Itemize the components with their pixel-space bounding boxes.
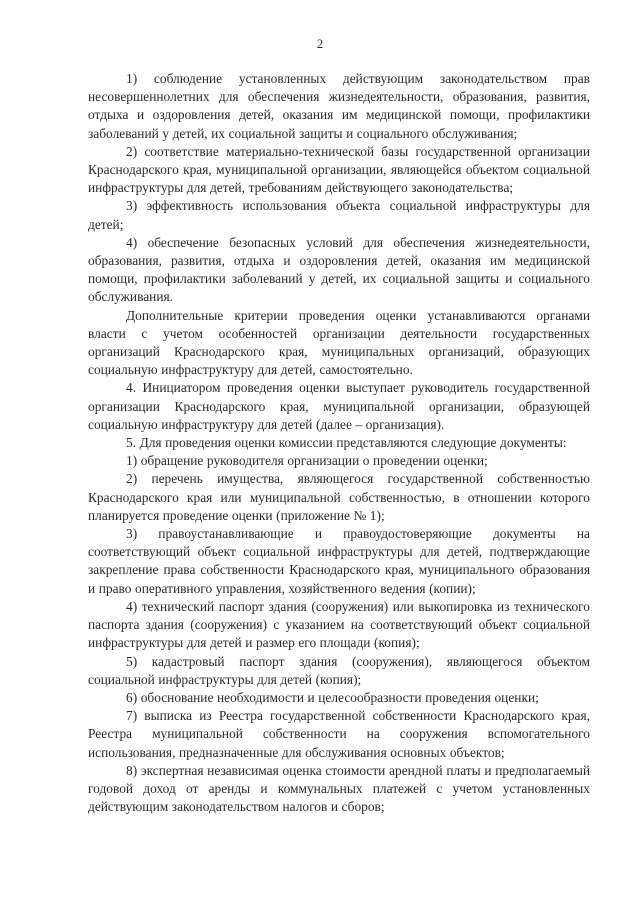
- document-item-1: 1) обращение руководителя организации о проведении оценки;: [126, 453, 488, 469]
- document-item-6: 6) обоснование необходимости и целесообразности проведения оценки;: [126, 689, 539, 705]
- document-item-8: 8) экспертная независимая оценка стоимости арендной платы и предполагаемый годовой доход от аренды и коммунальных платежей с учетом установленных действующим законодательством налогов и сборов;: [88, 762, 590, 815]
- section-5-paragraph: 5. Для проведения оценки комиссии представляются следующие документы:: [126, 435, 567, 451]
- document-item-5: 5) кадастровый паспорт здания (сооружения), являющегося объектом социальной инфраструктуры для детей (копия);: [88, 653, 590, 687]
- criterion-3: 3) эффективность использования объекта социальной инфраструктуры для детей;: [88, 198, 590, 232]
- document-item-7: 7) выписка из Реестра государственной собственности Краснодарского края, Реестра муниципальной собственности на сооружения вспомогательного использования, предназначенные для обслуживания основных объектов;: [88, 708, 590, 760]
- additional-criteria-paragraph: Дополнительные критерии проведения оценки устанавливаются органами власти с учетом особенностей организации деятельности государственных организаций Краснодарского края, муниципальных организаций, образующих социальную инфраструктуру для детей, самостоятельно.: [88, 307, 590, 378]
- document-item-2: 2) перечень имущества, являющегося государственной собственностью Краснодарского края или муниципальной собственностью, в отношении которого планируется проведение оценки (приложение № 1);: [88, 471, 590, 523]
- criterion-2: 2) соответствие материально-технической базы государственной организации Краснодарского края, муниципальной организации, являющейся объектом социальной инфраструктуры для детей, требованиям действующего законодательства;: [88, 143, 590, 196]
- page-number: 2: [316, 36, 324, 51]
- document-item-3: 3) правоустанавливающие и правоудостоверяющие документы на соответствующий объект социальной инфраструктуры для детей, подтверждающие закрепление права собственности Краснодарского края, муниципального образования и право оперативного управления, хозяйственного ведения (копии);: [88, 526, 590, 596]
- criterion-1: 1) соблюдение установленных действующим законодательством прав несовершеннолетних для обеспечения жизнедеятельности, образования, развития, отдыха и оздоровления детей, оказания им медицинской помощи, профилактики заболеваний у детей, их социальной защиты и социального обслуживания;: [88, 71, 590, 141]
- document-item-4: 4) технический паспорт здания (сооружения) или выкопировка из технического паспорта здания (сооружения) с указанием на соответствующий объект социальной инфраструктуры для детей и размер его площади (копия);: [88, 598, 590, 651]
- document-body: [88, 70, 590, 816]
- criterion-4: 4) обеспечение безопасных условий для обеспечения жизнедеятельности, образования, развития, отдыха и оздоровления детей, оказания им медицинской помощи, профилактики заболеваний у детей, их социальной защиты и социального обслуживания.: [88, 234, 590, 305]
- section-4-paragraph: 4. Инициатором проведения оценки выступает руководитель государственной организации Краснодарского края, муниципальной организации, образующей социальную инфраструктуру для детей (далее – организация).: [88, 380, 590, 432]
